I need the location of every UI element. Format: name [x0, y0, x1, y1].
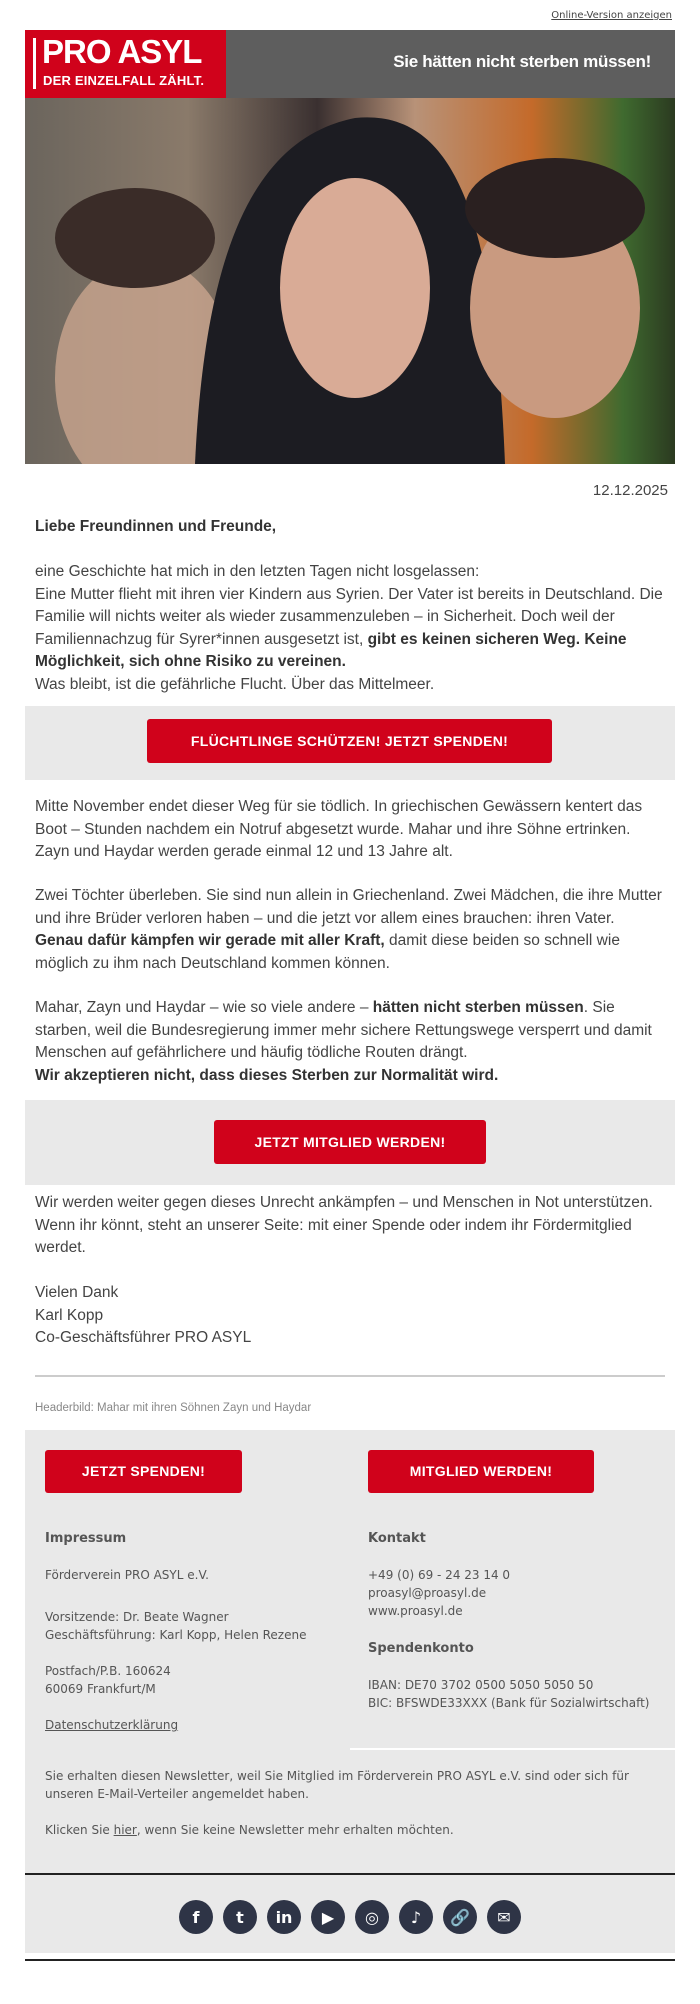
email-icon[interactable]: ✉ [487, 1900, 521, 1934]
donate-cta-button[interactable]: FLÜCHTLINGE SCHÜTZEN! JETZT SPENDEN! [147, 719, 552, 763]
org-name: Förderverein PRO ASYL e.V. [45, 1568, 209, 1582]
pro-asyl-logo[interactable] [25, 30, 226, 98]
logo-bar [33, 38, 36, 89]
bic: BIC: BFSWDE33XXX (Bank für Sozialwirtschaft) [368, 1696, 650, 1710]
header-banner [25, 30, 675, 98]
footer-donate-button[interactable]: JETZT SPENDEN! [45, 1450, 242, 1493]
management: Geschäftsführung: Karl Kopp, Helen Rezene [45, 1628, 307, 1642]
greeting: Liebe Freundinnen und Freunde, [35, 518, 277, 535]
footer [25, 1430, 675, 1953]
headline: Sie hätten nicht sterben müssen! [393, 52, 651, 71]
header-photo [25, 98, 675, 464]
column-divider [350, 1748, 675, 1750]
story-paragraph-3: Mahar, Zayn und Haydar – wie so viele andere – hätten nicht sterben müssen. Sie starben, weil die Bundesregierung immer mehr sichere Rettungswege versperrt und damit Menschen auf gefährlichere und häufig tödliche Routen drängt. Wir akzeptieren nicht, dass dieses Sterben zur Normalität wird. [35, 999, 652, 1084]
postbox: Postfach/P.B. 160624 [45, 1664, 171, 1678]
date: 12.12.2025 [592, 482, 668, 499]
cta-band-1 [25, 706, 675, 780]
website-link[interactable]: www.proasyl.de [368, 1604, 463, 1618]
newsletter-notice [45, 1767, 655, 1839]
intro-paragraph: eine Geschichte hat mich in den letzten Tagen nicht losgelassen: Eine Mutter flieht mit ihren vier Kindern aus Syrien. Der Vater ist bereits in Deutschland. Die Familie will nichts weiter als wieder zusammenzuleben – in Sicherheit. Doch weil der Familiennachzug für Syrer*innen ausgesetzt ist, gibt es keinen sicheren Weg. Keine Möglichkeit, sich ohne Risiko zu vereinen. Was bleibt, ist die gefährliche Flucht. Über das Mittelmeer. [35, 563, 663, 693]
photo-caption: Headerbild: Mahar mit ihren Söhnen Zayn und Haydar [35, 1402, 312, 1414]
signature: Vielen Dank Karl Kopp Co-Geschäftsführer PRO ASYL [35, 1284, 252, 1346]
unsubscribe-link[interactable]: hier [113, 1823, 137, 1837]
impressum-title: Impressum [45, 1531, 127, 1546]
privacy-link[interactable]: Datenschutzerklärung [45, 1718, 179, 1732]
instagram-icon[interactable]: ◎ [355, 1900, 389, 1934]
logo-tagline: DER EINZELFALL ZÄHLT. [43, 73, 205, 88]
phone: +49 (0) 69 - 24 23 14 0 [368, 1568, 511, 1582]
city: 60069 Frankfurt/M [45, 1682, 156, 1696]
unsubscribe-text: Klicken Sie hier, wenn Sie keine Newsletter mehr erhalten möchten. [45, 1823, 454, 1837]
impressum-column [45, 1530, 345, 1734]
facebook-icon[interactable]: f [179, 1900, 213, 1934]
social-links [25, 1873, 675, 1961]
logo-title: PRO ASYL [42, 33, 202, 70]
membership-cta-button[interactable]: JETZT MITGLIED WERDEN! [214, 1120, 486, 1164]
email-link[interactable]: proasyl@proasyl.de [368, 1586, 487, 1600]
contact-title: Kontakt [368, 1531, 426, 1546]
youtube-icon[interactable]: ▶ [311, 1900, 345, 1934]
closing-paragraph: Wir werden weiter gegen dieses Unrecht ankämpfen – und Menschen in Not unterstützen. Wenn ihr könnt, steht an unserer Seite: mit einer Spende oder indem ihr Fördermitglied werdet. [35, 1194, 653, 1256]
linkedin-icon[interactable]: in [267, 1900, 301, 1934]
contact-column [368, 1530, 658, 1712]
divider [35, 1375, 665, 1377]
story-paragraph-2: Zwei Töchter überleben. Sie sind nun allein in Griechenland. Zwei Mädchen, die ihre Mutter und ihre Brüder verloren haben – und die jetzt vor allem eines brauchen: ihren Vater. Genau dafür kämpfen wir gerade mit aller Kraft, damit diese beiden so schnell wie möglich zu ihm nach Deutschland kommen können. [35, 887, 662, 972]
account-title: Spendenkonto [368, 1641, 474, 1656]
tiktok-icon[interactable]: ♪ [399, 1900, 433, 1934]
online-version-link[interactable]: Online-Version anzeigen [551, 10, 672, 21]
cta-band-2 [25, 1100, 675, 1185]
notice-text: Sie erhalten diesen Newsletter, weil Sie Mitglied im Förderverein PRO ASYL e.V. sind oder sich für unseren E-Mail-Verteiler angemeldet haben. [45, 1769, 629, 1801]
story-paragraph-1: Mitte November endet dieser Weg für sie tödlich. In griechischen Gewässern kentert das Boot – Stunden nachdem ein Notruf abgesetzt wurde. Mahar und ihre Söhne ertrinken. Zayn und Haydar werden gerade einmal 12 und 13 Jahre alt. [35, 798, 643, 860]
link-icon[interactable]: 🔗 [443, 1900, 477, 1934]
chair: Vorsitzende: Dr. Beate Wagner [45, 1610, 229, 1624]
iban: IBAN: DE70 3702 0500 5050 5050 50 [368, 1678, 594, 1692]
twitter-icon[interactable]: t [223, 1900, 257, 1934]
footer-member-button[interactable]: MITGLIED WERDEN! [368, 1450, 594, 1493]
